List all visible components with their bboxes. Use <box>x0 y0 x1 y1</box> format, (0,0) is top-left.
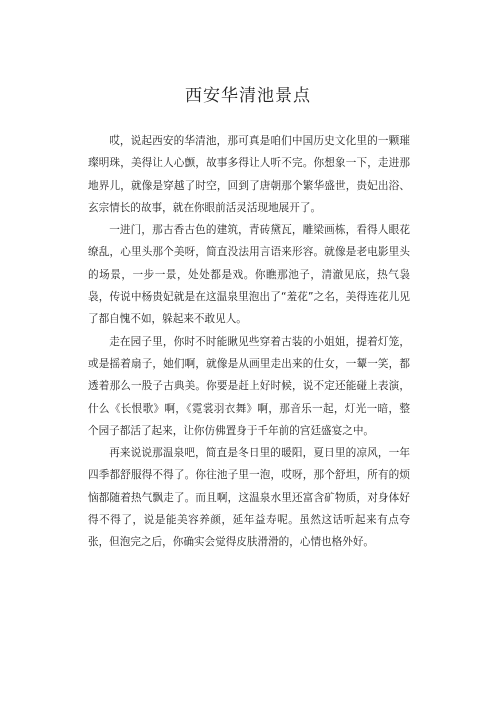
paragraph-4: 再来说说那温泉吧，简直是冬日里的暖阳，夏日里的凉风，一年四季都舒服得不得了。你往池子里一泡，哎呀，那个舒坦，所有的烦恼都随着热气飘走了。而且啊，这温泉水里还富含矿物质，对身体好得不得了，说是能美容养颜，延年益寿呢。虽然这话听起来有点夸张，但泡完之后，你确实会觉得皮肤滑滑的，心情也格外好。 <box>88 447 410 549</box>
document-body <box>88 130 410 554</box>
paragraph-1: 哎，说起西安的华清池，那可真是咱们中国历史文化里的一颗璀璨明珠，美得让人心颤，故事多得让人听不完。你想象一下，走进那地界儿，就像是穿越了时空，回到了唐朝那个繁华盛世，贵妃出浴、玄宗情长的故事，就在你眼前活灵活现地展开了。 <box>88 135 410 214</box>
document-title: 西安华清池景点 <box>185 86 311 106</box>
paragraph-2: 一进门，那古香古色的建筑，青砖黛瓦，雕梁画栋，看得人眼花缭乱，心里头那个美呀，简直没法用言语来形容。就像是老电影里头的场景，一步一景，处处都是戏。你瞧那池子，清澈见底，热气袅袅，传说中杨贵妃就是在这温泉里泡出了“羞花”之名，美得连花儿见了都自愧不如，躲起来不敢见人。 <box>88 224 410 326</box>
paragraph-3: 走在园子里，你时不时能瞅见些穿着古装的小姐姐，提着灯笼，或是摇着扇子，她们啊，就像是从画里走出来的仕女，一颦一笑，都透着那么一股子古典美。你要是赶上好时候，说不定还能碰上表演，什么《长恨歌》啊，《霓裳羽衣舞》啊，那音乐一起，灯光一暗，整个园子都活了起来，让你仿佛置身于千年前的宫廷盛宴之中。 <box>88 335 410 437</box>
